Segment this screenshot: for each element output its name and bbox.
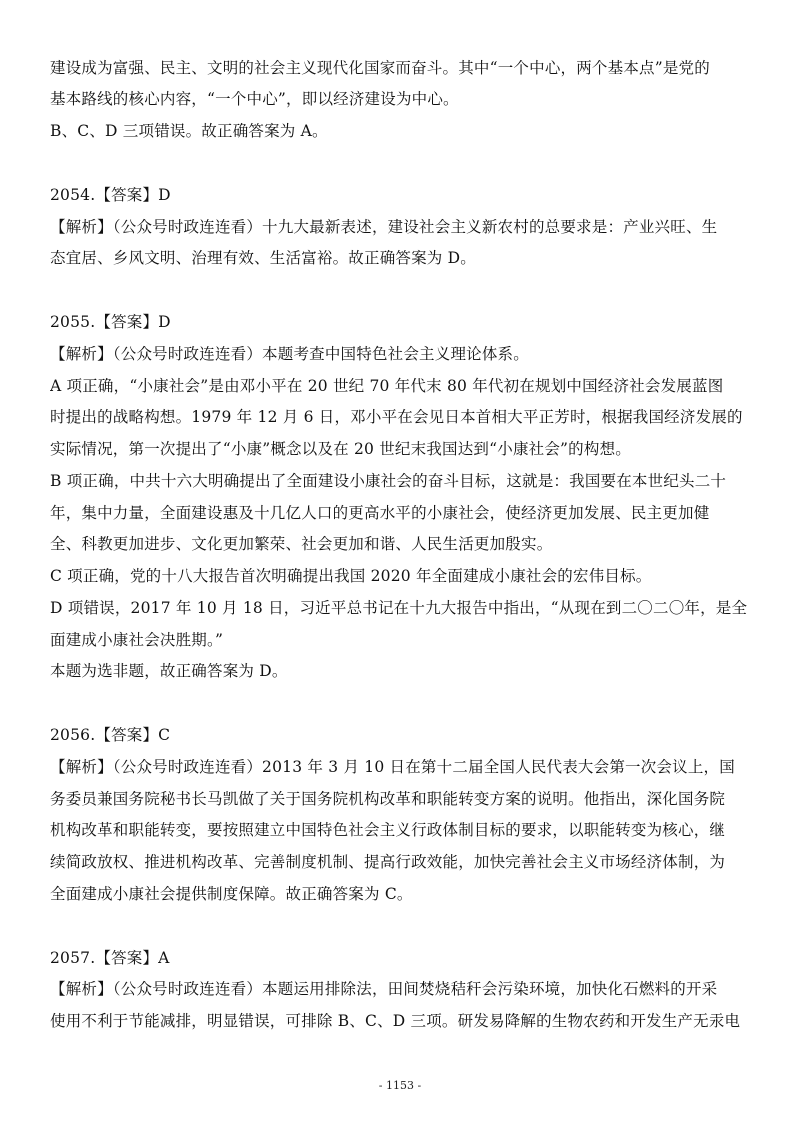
question-number-2057: 2057.【答案】A [50, 949, 170, 967]
text-line: 态宜居、乡风文明、治理有效、生活富裕。故正确答案为 D。 [50, 249, 476, 267]
text-line: 时提出的战略构想。1979 年 12 月 6 日，邓小平在会见日本首相大平正芳时，根据我国经济发展的 [50, 408, 743, 426]
text-line: 机构改革和职能转变，要按照建立中国特色社会主义行政体制目标的要求，以职能转变为核心，继 [50, 821, 726, 839]
question-number-2056: 2056.【答案】C [50, 726, 171, 744]
text-line: 全面建成小康社会提供制度保障。故正确答案为 C。 [50, 885, 413, 903]
text-line: 【解析】（公众号时政连连看）本题运用排除法，田间焚烧秸秆会污染环境，加快化石燃料的开采 [50, 980, 718, 998]
text-line: A 项正确，“小康社会”是由邓小平在 20 世纪 70 年代末 80 年代初在规划中国经济社会发展蓝图 [50, 377, 724, 395]
text-line: 全、科教更加进步、文化更加繁荣、社会更加和谐、人民生活更加殷实。 [50, 535, 553, 553]
text-line: 建设成为富强、民主、文明的社会主义现代化国家而奋斗。其中“一个中心，两个基本点”是党的 [50, 59, 710, 77]
text-line: 【解析】（公众号时政连连看）本题考查中国特色社会主义理论体系。 [50, 345, 529, 363]
page-number: - 1153 - [378, 1079, 422, 1092]
text-line: 实际情况，第一次提出了“小康”概念以及在 20 世纪末我国达到“小康社会”的构想。 [50, 440, 631, 458]
question-number-2054: 2054.【答案】D [50, 186, 171, 204]
text-line: D 项错误，2017 年 10 月 18 日，习近平总书记在十九大报告中指出，“从现在到二〇二〇年，是全 [50, 599, 748, 617]
text-line: 续简政放权、推进机构改革、完善制度机制、提高行政效能，加快完善社会主义市场经济体制，为 [50, 853, 726, 871]
text-line: 年，集中力量，全面建设惠及十几亿人口的更高水平的小康社会，使经济更加发展、民主更加健 [50, 504, 710, 522]
question-number-2055: 2055.【答案】D [50, 313, 171, 331]
text-line: 使用不利于节能减排，明显错误，可排除 B、C、D 三项。研发易降解的生物农药和开发生产无汞电 [50, 1012, 741, 1030]
text-line: B、C、D 三项错误。故正确答案为 A。 [50, 122, 328, 140]
text-line: 务委员兼国务院秘书长马凯做了关于国务院机构改革和职能转变方案的说明。他指出，深化国务院 [50, 790, 726, 808]
text-line: 【解析】（公众号时政连连看）十九大最新表述，建设社会主义新农村的总要求是：产业兴旺、生 [50, 218, 718, 236]
text-line: 基本路线的核心内容，“一个中心”，即以经济建设为中心。 [50, 90, 459, 108]
text-line: 面建成小康社会决胜期。” [50, 631, 224, 649]
text-line: 本题为选非题，故正确答案为 D。 [50, 662, 288, 680]
text-line: 【解析】（公众号时政连连看）2013 年 3 月 10 日在第十二届全国人民代表大会第一次会议上，国 [50, 758, 735, 776]
text-line: C 项正确，党的十八大报告首次明确提出我国 2020 年全面建成小康社会的宏伟目标。 [50, 567, 652, 585]
text-line: B 项正确，中共十六大明确提出了全面建设小康社会的奋斗目标，这就是：我国要在本世纪头二十 [50, 472, 727, 490]
